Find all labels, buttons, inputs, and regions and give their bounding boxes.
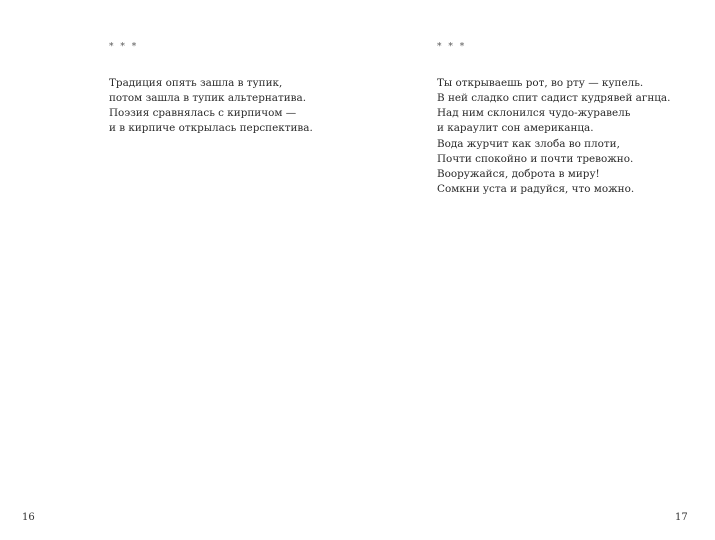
poem-line: и в кирпиче открылась перспектива. [109,122,313,134]
poem-stanza [437,76,670,136]
asterism-separator: * * * [109,42,139,52]
right-page [358,0,715,540]
poem-line: и караулит сон американца. [437,122,594,134]
poem-line: Вооружайся, доброта в миру! [437,168,600,180]
poem-line: Традиция опять зашла в тупик, [109,77,283,89]
poem-line: Ты открываешь рот, во рту — купель. [437,77,644,89]
poem-line: потом зашла в тупик альтернатива. [109,92,306,104]
poem-stanza [437,137,634,197]
page-number: 16 [22,512,35,523]
poem-line: Над ним склонился чудо-журавель [437,107,631,119]
poem-line: Сомкни уста и радуйся, что можно. [437,183,635,195]
poem-line: В ней сладко спит садист кудрявей агнца. [437,92,671,104]
poem-line: Вода журчит как злоба во плоти, [437,138,620,150]
left-page [0,0,357,540]
poem-line: Почти спокойно и почти тревожно. [437,153,634,165]
poem-line: Поэзия сравнялась с кирпичом — [109,107,297,119]
poem-stanza [109,76,313,136]
asterism-separator: * * * [437,42,467,52]
page-number: 17 [675,512,688,523]
